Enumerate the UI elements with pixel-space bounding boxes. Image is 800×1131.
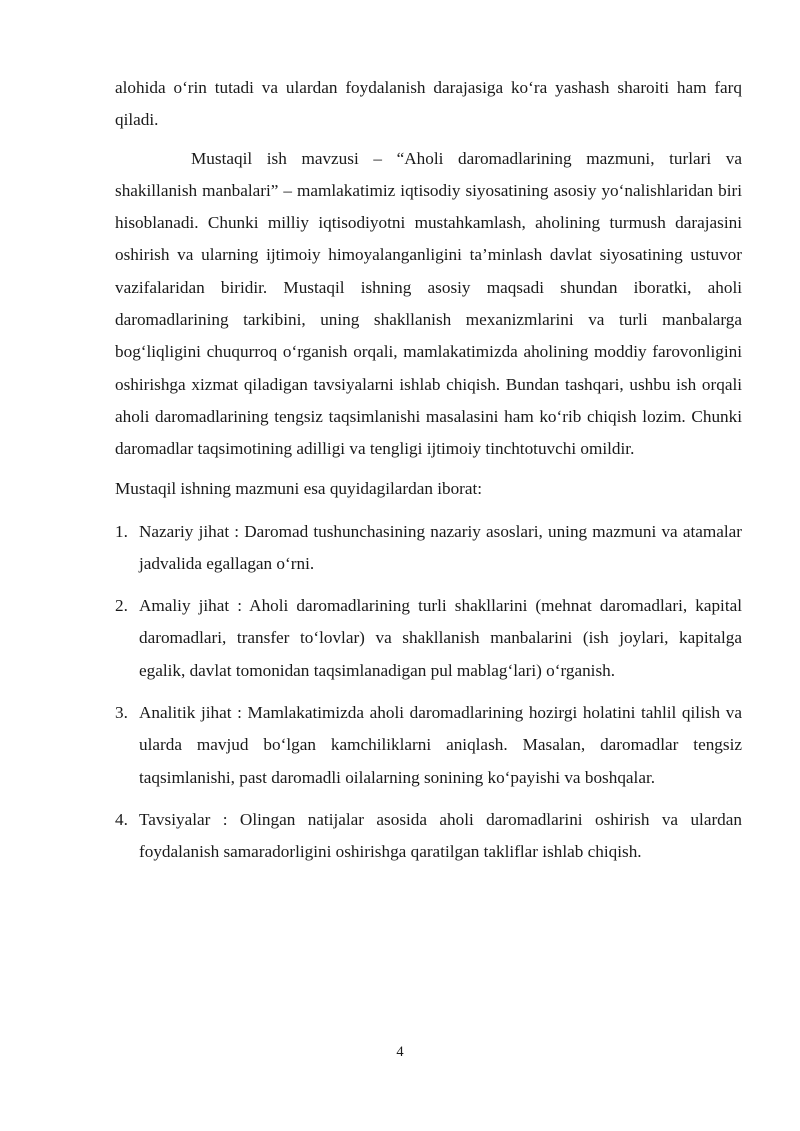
paragraph-topic: Mustaqil ish mavzusi – “Aholi daromadlarining mazmuni, turlari va shakillanish manbalari” – mamlakatimiz iqtisodiy siyosatining asosiy yo‘nalishlaridan biri hisoblanadi. Chunki milliy iqtisodiyotni mustahkamlash, aholining turmush darajasini oshirish va ularning ijtimoiy himoyalanganligini ta’minlash davlat siyosatining ustuvor vazifalaridan biridir. Mustaqil ishning asosiy maqsadi shundan iboratki, aholi daromadlarining tarkibini, uning shakllanish mexanizmlarini va turli manbalarga bog‘liqligini chuqurroq o‘rganish orqali, mamlakatimizda aholining moddiy farovonligini oshirishga xizmat qiladigan tavsiyalarni ishlab chiqish. Bundan tashqari, ushbu ish orqali aholi daromadlarining tengsiz taqsimlanishi masalasini ham ko‘rib chiqish lozim. Chunki daromadlar taqsimotining adilligi va tengligi ijtimoiy tinchtotuvchi omildir.: [115, 148, 742, 459]
list-item: [115, 590, 742, 687]
list-item-text: Nazariy jihat : Daromad tushunchasining nazariy asoslari, uning mazmuni va atamalar jadvalida egallagan o‘rni.: [139, 521, 742, 573]
paragraph-continuation: alohida o‘rin tutadi va ulardan foydalanish darajasiga ko‘ra yashash sharoiti ham farq qiladi.: [115, 78, 742, 130]
list-item-number: 2.: [115, 596, 128, 616]
list-item: [115, 516, 742, 581]
content-list: [115, 516, 742, 869]
list-item-text: Tavsiyalar : Olingan natijalar asosida aholi daromadlarini oshirish va ulardan foydalanish samaradorligini oshirishga qaratilgan takliflar ishlab chiqish.: [139, 809, 742, 862]
list-item: [115, 697, 742, 794]
page-number: 4: [396, 1044, 404, 1060]
list-intro: Mustaqil ishning mazmuni esa quyidagilardan iborat:: [115, 478, 483, 498]
list-item-text: Analitik jihat : Mamlakatimizda aholi daromadlarining hozirgi holatini tahlil qilish va ularda mavjud bo‘lgan kamchiliklarni aniqlash. Masalan, daromadlar tengsiz taqsimlanishi, past daromadli oilalarning sonining ko‘payishi va boshqalar.: [139, 703, 742, 787]
list-item-number: 4.: [115, 809, 128, 829]
list-item-number: 3.: [115, 703, 128, 723]
list-item-number: 1.: [115, 521, 128, 541]
list-item: [115, 804, 742, 869]
list-item-text: Amaliy jihat : Aholi daromadlarining turli shakllarini (mehnat daromadlari, kapital daromadlari, transfer to‘lovlar) va shakllanish manbalarini (ish joylari, kapitalga egalik, davlat tomonidan taqsimlanadigan pul mablag‘lari) o‘rganish.: [139, 596, 742, 680]
